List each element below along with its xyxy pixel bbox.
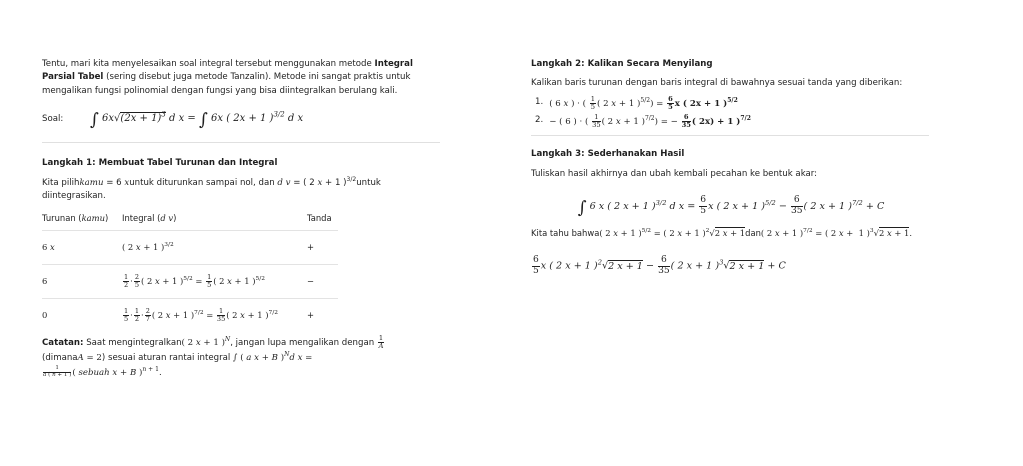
table-header-row — [42, 206, 338, 231]
known-identities: Kita tahu bahwa( 2 x + 1 )$^{5/2}$ = ( 2 x + 1 )$^2$√2 x + 1dan( 2 x + 1 )$^{7/2}$ = ( 2 x + 1 )$^3$√2 x + 1. — [531, 228, 913, 239]
cell-derivative: 6 — [42, 265, 122, 299]
step2-list — [531, 96, 931, 130]
cell-sign: − — [307, 265, 338, 299]
cell-integral: $\frac{1}{2}$ · $\frac{2}{5}$ ( 2 x + 1 )$^{5/2}$ = $\frac{1}{5}$ ( 2 x + 1 )$^{5/2}$ — [122, 265, 307, 299]
header-turunan: Turunan (kamu) — [42, 212, 109, 223]
problem-statement — [42, 107, 440, 133]
step1-heading: Langkah 1: Membuat Tabel Turunan dan Integral — [42, 158, 278, 169]
left-column — [42, 58, 440, 380]
step2-text: Kalikan baris turunan dengan baris integral di bawahnya sesuai tanda yang diberikan: — [531, 78, 903, 89]
step3-heading: Langkah 3: Sederhanakan Hasil — [531, 149, 685, 160]
step2-heading: Langkah 2: Kalikan Secara Menyilang — [531, 59, 713, 69]
divider — [531, 135, 929, 136]
cell-sign: + — [307, 231, 338, 265]
final-answer: $\frac{6}{5}$ x ( 2 x + 1 )$^2$√2 x + 1 − $\frac{6}{35}$ ( 2 x + 1 )$^3$√2 x + 1 + C — [533, 255, 786, 276]
list-item: 2. − ( 6 ) · ( $\frac{1}{35}$ ( 2 x + 1 )$^{7/2}$) = − $\frac{6}{35}$ ( 2x) + 1 )$^{7/2}$ — [535, 112, 751, 129]
cell-integral: $\frac{1}{5}$ · $\frac{1}{2}$ · $\frac{2}{7}$ ( 2 x + 1 )$^{7/2}$ = $\frac{1}{35}$ ( 2 x + 1 )$^{7/2}$ — [122, 299, 307, 333]
step3-text: Tuliskan hasil akhirnya dan ubah kembali pecahan ke bentuk akar: — [531, 168, 818, 179]
list-item: 1. ( 6 x ) · ( $\frac{1}{5}$ ( 2 x + 1 )$^{5/2}$) = $\frac{6}{5}$ x ( 2x + 1 )$^{5/2}$ — [535, 94, 738, 111]
divider — [42, 142, 440, 143]
step1-text: Kita pilihkamu = 6 xuntuk diturunkan sampai nol, dan d v = ( 2 x + 1 )$^{3/2}$untuk diintegrasikan. — [42, 175, 381, 201]
table-row — [42, 299, 338, 333]
note-paragraph: Catatan: Saat mengintegralkan( 2 x + 1 )$^N$, jangan lupa mengalikan dengan $\frac{1}{A}$ (dimanaA = 2) sesuai aturan rantai integral ∫ ( a x + B )$^N$d x = $\frac{1}{a ( n + 1 )}$ ( sebuah x + B )$^{n + 1}$. — [42, 334, 384, 378]
table-row — [42, 231, 338, 265]
right-column — [531, 58, 931, 276]
intro-paragraph: Tentu, mari kita menyelesaikan soal integral tersebut menggunakan metode Integral Parsial Tabel (sering disebut juga metode Tanzalin). Metode ini sangat praktis untuk mengalikan fungsi polinomial dengan fungsi yang bisa diintegralkan berulang kali. — [42, 59, 413, 96]
result-equation: ∫ 6 x ( 2 x + 1 )$^{3/2}$ d x = $\frac{6}{5}$ x ( 2 x + 1 )$^{5/2}$ − $\frac{6}{35}$ ( 2 x + 1 )$^{7/2}$ + C — [577, 195, 885, 218]
cell-derivative: 6 x — [42, 231, 122, 265]
header-tanda: Tanda — [307, 212, 332, 223]
soal-label: Soal: — [42, 114, 64, 125]
cell-integral: ( 2 x + 1 )$^{3/2}$ — [122, 231, 307, 265]
problem-equation: ∫ $6x√(2x + 1)^3$ d x = ∫ 6x ( 2x + 1 )$^{3/2}$ d x — [90, 109, 304, 130]
table-row — [42, 265, 338, 299]
header-integral: Integral (d v) — [122, 212, 177, 223]
cell-sign: + — [307, 299, 338, 333]
cell-derivative: 0 — [42, 299, 122, 333]
derivative-integral-table — [42, 206, 338, 332]
